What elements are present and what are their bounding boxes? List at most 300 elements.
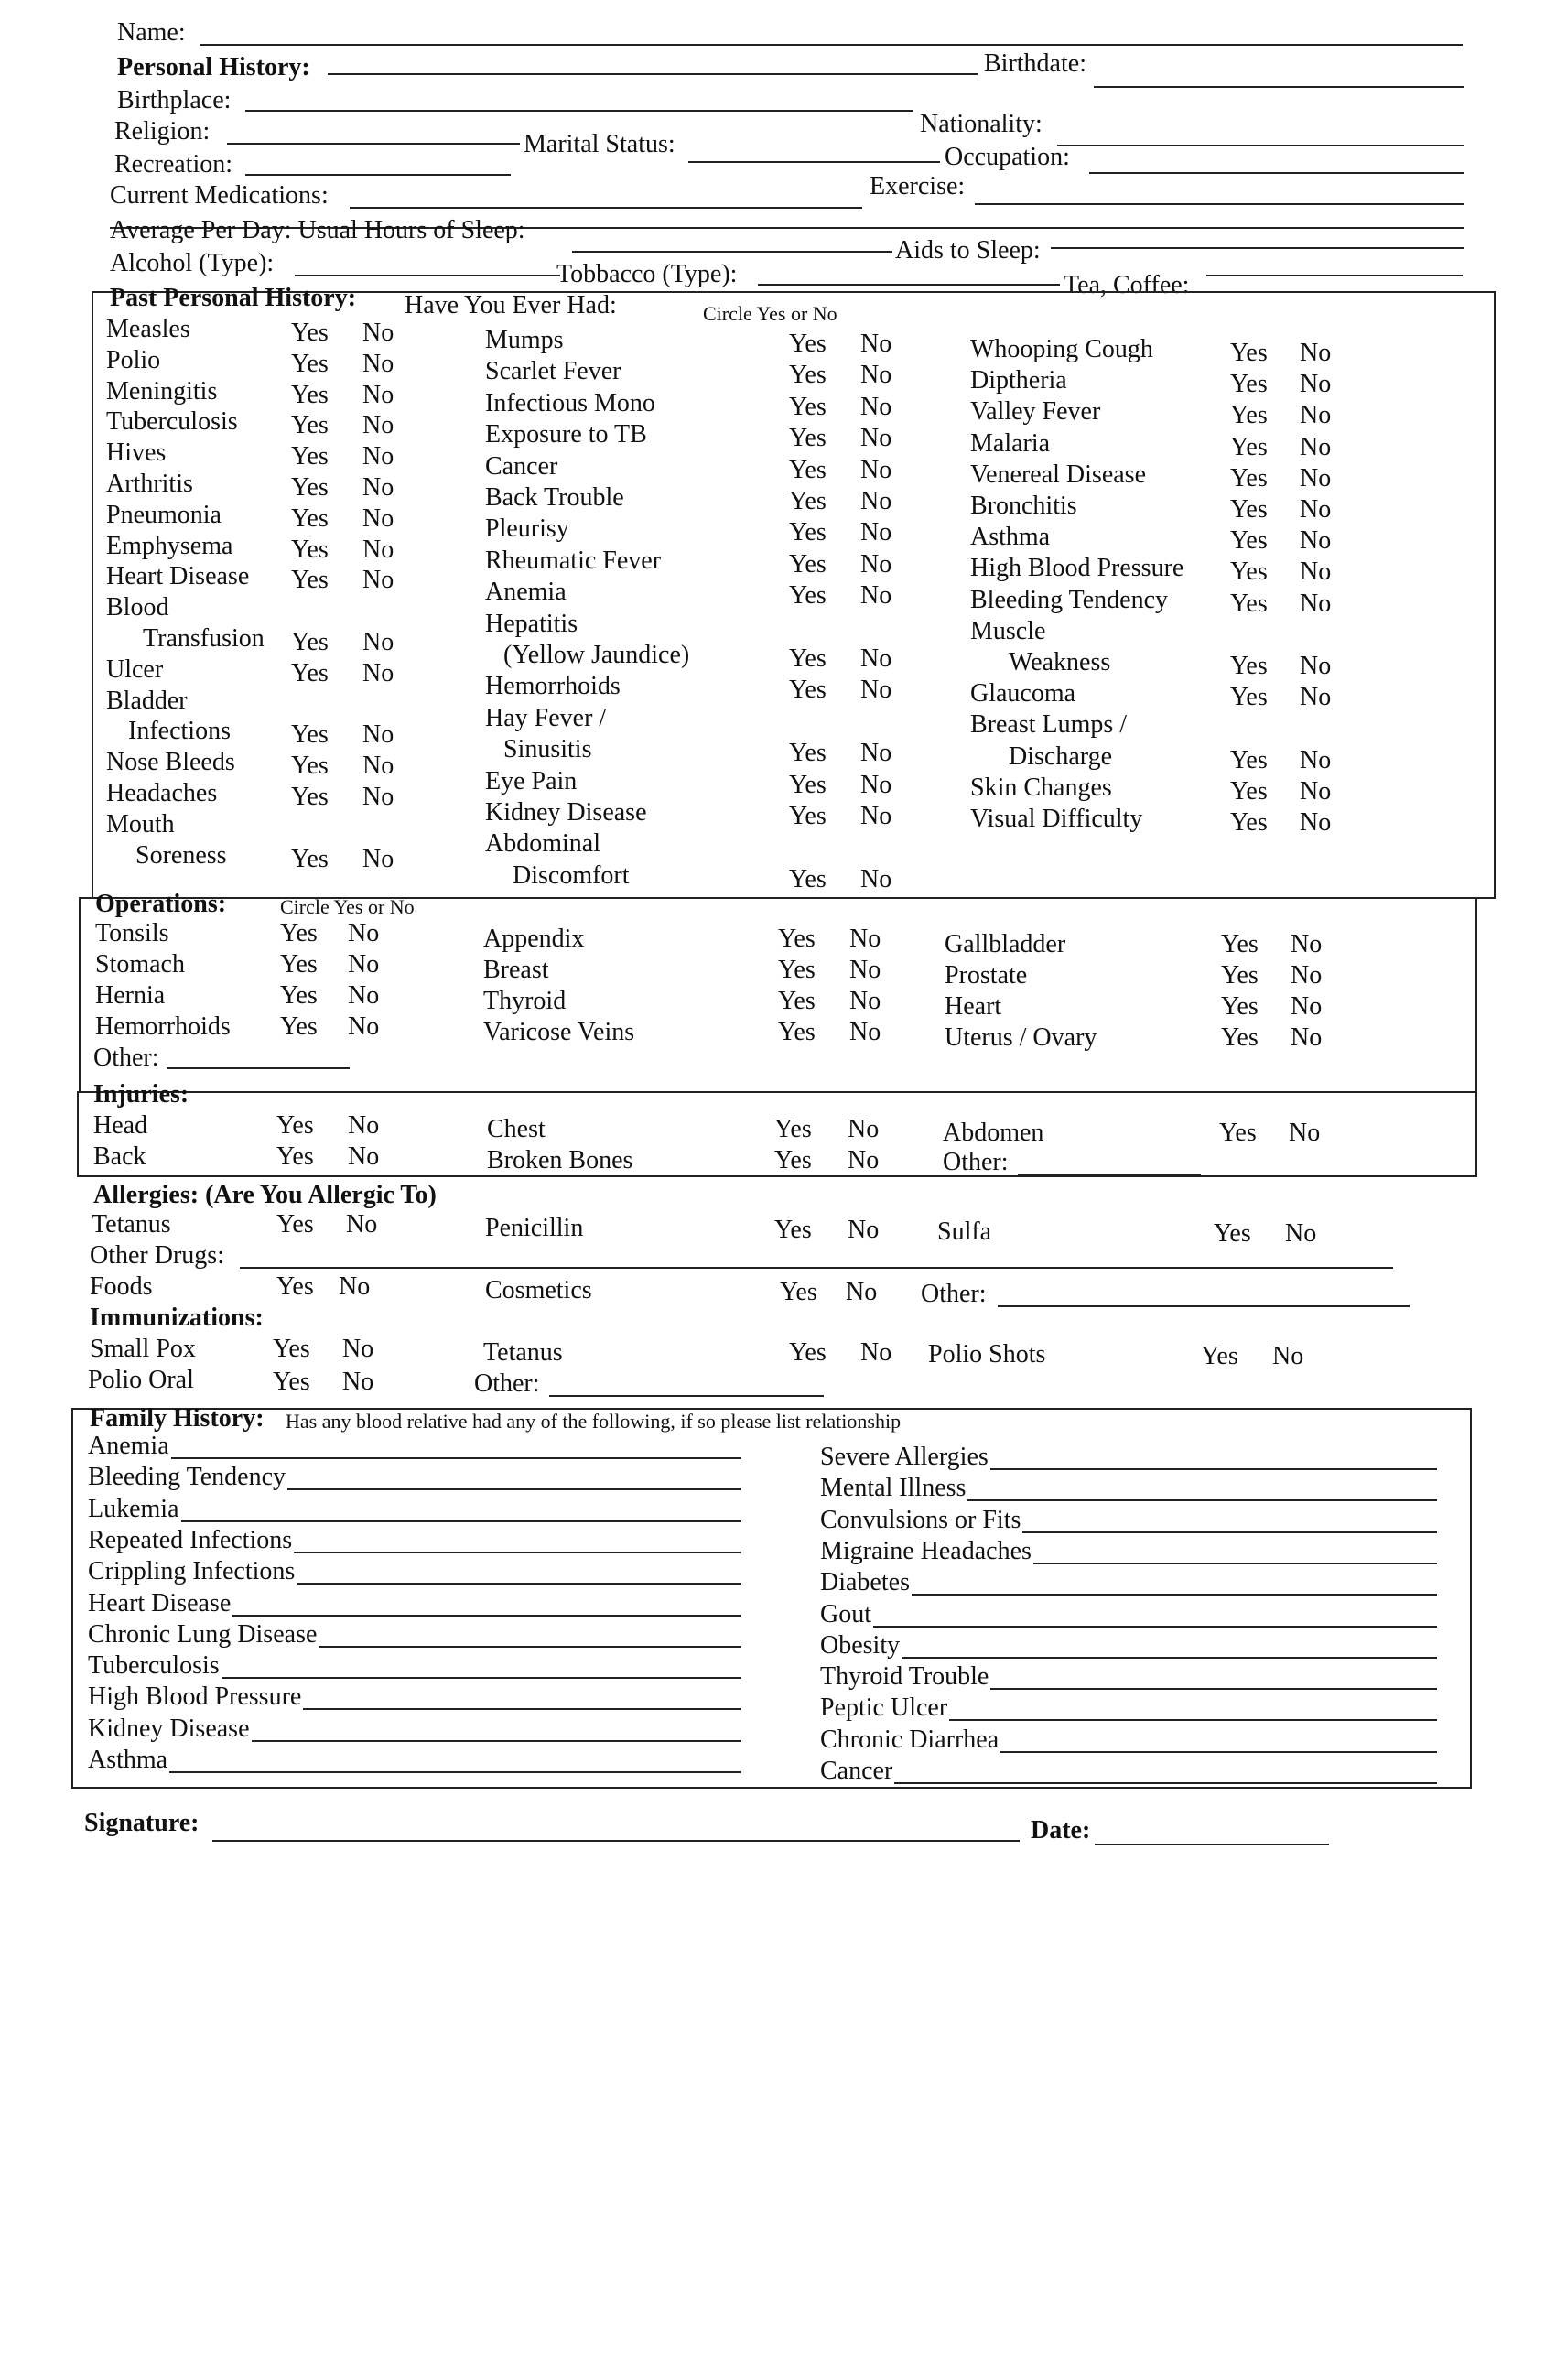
no-option[interactable]: No [348, 1142, 380, 1171]
other-drugs-field[interactable] [240, 1267, 1393, 1269]
no-option[interactable]: No [362, 752, 394, 780]
history-item-weakness: Weakness [1009, 648, 1111, 676]
yes-option[interactable]: Yes [291, 350, 329, 378]
operations-circle-instruction: Circle Yes or No [280, 895, 415, 918]
yes-option[interactable]: Yes [1230, 590, 1268, 618]
history-item-nose-bleeds: Nose Bleeds [106, 748, 235, 776]
yes-option[interactable]: Yes [291, 411, 329, 439]
no-option[interactable]: No [1272, 1342, 1304, 1370]
family-relationship-field[interactable] [169, 1771, 741, 1773]
no-option[interactable]: No [846, 1278, 878, 1306]
no-option[interactable]: No [1300, 652, 1332, 680]
yes-option[interactable]: Yes [291, 628, 329, 656]
no-option[interactable]: No [848, 1216, 880, 1244]
no-option[interactable]: No [849, 987, 881, 1015]
injuries-other-field[interactable] [1018, 1174, 1201, 1175]
yes-option[interactable]: Yes [789, 644, 827, 673]
operation-item-breast: Breast [483, 956, 549, 984]
personal-history-heading: Personal History: [117, 53, 310, 81]
yes-option[interactable]: Yes [1230, 433, 1268, 461]
no-option[interactable]: No [860, 550, 892, 579]
history-item-whooping-cough: Whooping Cough [970, 335, 1153, 363]
no-option[interactable]: No [348, 950, 380, 979]
injury-item-back: Back [93, 1142, 146, 1171]
family-item-severe-allergies: Severe Allergies [820, 1443, 989, 1471]
yes-option[interactable]: Yes [291, 752, 329, 780]
injuries-heading: Injuries: [93, 1080, 189, 1109]
operations-other-field[interactable] [167, 1067, 350, 1069]
family-item-bleeding-tendency: Bleeding Tendency [88, 1463, 286, 1491]
no-option[interactable]: No [860, 865, 892, 893]
yes-option[interactable]: Yes [780, 1278, 817, 1306]
yes-option[interactable]: Yes [291, 319, 329, 347]
no-option[interactable]: No [362, 473, 394, 502]
past-history-subheading: Have You Ever Had: [405, 291, 617, 319]
no-option[interactable]: No [1300, 433, 1332, 461]
yes-option[interactable]: Yes [273, 1335, 310, 1363]
no-option[interactable]: No [362, 720, 394, 749]
immunization-polio-shots: Polio Shots [928, 1340, 1046, 1368]
no-option[interactable]: No [362, 350, 394, 378]
signature-label: Signature: [84, 1809, 200, 1837]
yes-option[interactable]: Yes [1201, 1342, 1238, 1370]
no-option[interactable]: No [1291, 992, 1323, 1021]
family-relationship-field[interactable] [1033, 1563, 1437, 1564]
no-option[interactable]: No [1291, 1023, 1323, 1052]
no-option[interactable]: No [342, 1335, 374, 1363]
no-option[interactable]: No [849, 1018, 881, 1046]
yes-option[interactable]: Yes [291, 381, 329, 409]
no-option[interactable]: No [860, 1338, 892, 1367]
signature-field[interactable] [212, 1840, 1020, 1842]
history-item-back-trouble: Back Trouble [485, 483, 624, 512]
family-item-obesity: Obesity [820, 1631, 901, 1660]
operation-item-prostate: Prostate [945, 961, 1028, 990]
family-relationship-field[interactable] [902, 1657, 1437, 1659]
history-item-high-blood-pressure: High Blood Pressure [970, 554, 1184, 582]
no-option[interactable]: No [1300, 557, 1332, 586]
no-option[interactable]: No [860, 739, 892, 767]
family-item-chronic-diarrhea: Chronic Diarrhea [820, 1726, 1000, 1754]
family-item-crippling-infections: Crippling Infections [88, 1557, 296, 1585]
no-option[interactable]: No [362, 381, 394, 409]
family-item-diabetes: Diabetes [820, 1568, 910, 1596]
operation-item-varicose-veins: Varicose Veins [483, 1018, 635, 1046]
family-item-convulsions-or-fits: Convulsions or Fits [820, 1506, 1021, 1534]
no-option[interactable]: No [849, 925, 881, 953]
yes-option[interactable]: Yes [291, 536, 329, 564]
family-item-migraine-headaches: Migraine Headaches [820, 1537, 1032, 1565]
history-item-valley-fever: Valley Fever [970, 397, 1101, 426]
family-relationship-field[interactable] [297, 1583, 741, 1585]
yes-option[interactable]: Yes [789, 802, 827, 830]
other-drugs-label: Other Drugs: [90, 1241, 224, 1270]
history-item-mouth: Mouth [106, 810, 175, 838]
injury-item-abdomen: Abdomen [943, 1119, 1044, 1147]
injury-item-broken-bones: Broken Bones [487, 1146, 633, 1174]
yes-option[interactable]: Yes [276, 1111, 314, 1140]
yes-option[interactable]: Yes [789, 393, 827, 421]
birthdate-field[interactable] [1094, 86, 1464, 88]
current-medications-label: Current Medications: [110, 181, 329, 210]
injuries-other-label: Other: [943, 1148, 1009, 1176]
allergy-other-label: Other: [921, 1280, 987, 1308]
tobbacco-field[interactable] [758, 284, 1060, 286]
allergies-heading: Allergies: (Are You Allergic To) [93, 1181, 437, 1209]
family-relationship-field[interactable] [990, 1468, 1437, 1470]
immunization-polio-oral: Polio Oral [88, 1366, 194, 1394]
family-relationship-field[interactable] [1000, 1751, 1437, 1753]
date-label: Date: [1031, 1816, 1091, 1844]
history-item-hay-fever: Hay Fever / [485, 704, 607, 732]
history-item-sinusitis: Sinusitis [503, 735, 592, 763]
no-option[interactable]: No [860, 393, 892, 421]
no-option[interactable]: No [1300, 339, 1332, 367]
history-item-soreness: Soreness [135, 841, 227, 870]
allergy-other-field[interactable] [998, 1305, 1410, 1307]
immunization-other-label: Other: [474, 1369, 540, 1398]
religion-field[interactable] [227, 143, 520, 145]
yes-option[interactable]: Yes [789, 330, 827, 358]
yes-option[interactable]: Yes [789, 1338, 827, 1367]
yes-option[interactable]: Yes [1230, 495, 1268, 524]
aids-to-sleep-label: Aids to Sleep: [895, 236, 1041, 265]
family-relationship-field[interactable] [303, 1708, 741, 1710]
operation-item-heart: Heart [945, 992, 1002, 1021]
no-option[interactable]: No [348, 919, 380, 947]
no-option[interactable]: No [860, 456, 892, 484]
no-option[interactable]: No [346, 1210, 378, 1239]
yes-option[interactable]: Yes [291, 783, 329, 811]
no-option[interactable]: No [848, 1146, 880, 1174]
yes-option[interactable]: Yes [1230, 401, 1268, 429]
yes-option[interactable]: Yes [1230, 464, 1268, 492]
yes-option[interactable]: Yes [273, 1368, 310, 1396]
yes-option[interactable]: Yes [789, 424, 827, 452]
family-item-chronic-lung-disease: Chronic Lung Disease [88, 1620, 318, 1649]
yes-option[interactable]: Yes [280, 919, 318, 947]
no-option[interactable]: No [1300, 590, 1332, 618]
no-option[interactable]: No [362, 566, 394, 594]
history-item-yellow-jaundice: (Yellow Jaundice) [503, 641, 690, 669]
yes-option[interactable]: Yes [789, 676, 827, 704]
yes-option[interactable]: Yes [291, 504, 329, 533]
history-item-rheumatic-fever: Rheumatic Fever [485, 546, 662, 575]
history-item-measles: Measles [106, 315, 190, 343]
history-item-infectious-mono: Infectious Mono [485, 389, 655, 417]
yes-option[interactable]: Yes [1230, 777, 1268, 806]
no-option[interactable]: No [860, 802, 892, 830]
history-item-scarlet-fever: Scarlet Fever [485, 357, 621, 385]
yes-option[interactable]: Yes [778, 956, 816, 984]
yes-option[interactable]: Yes [789, 865, 827, 893]
history-item-bladder: Bladder [106, 687, 188, 715]
operations-other-label: Other: [93, 1044, 159, 1072]
no-option[interactable]: No [1300, 370, 1332, 398]
operation-item-hemorrhoids: Hemorrhoids [95, 1012, 231, 1041]
no-option[interactable]: No [362, 783, 394, 811]
no-option[interactable]: No [362, 845, 394, 873]
no-option[interactable]: No [362, 659, 394, 687]
immunization-small-pox: Small Pox [90, 1335, 196, 1363]
history-item-eye-pain: Eye Pain [485, 767, 578, 795]
occupation-field[interactable] [1089, 172, 1464, 174]
yes-option[interactable]: Yes [291, 442, 329, 471]
no-option[interactable]: No [362, 442, 394, 471]
history-item-visual-difficulty: Visual Difficulty [970, 805, 1143, 833]
date-field[interactable] [1095, 1844, 1329, 1845]
family-item-gout: Gout [820, 1600, 871, 1628]
history-item-muscle: Muscle [970, 617, 1046, 645]
no-option[interactable]: No [348, 981, 380, 1010]
marital-status-field[interactable] [688, 161, 940, 163]
family-relationship-field[interactable] [894, 1782, 1437, 1784]
history-item-arthritis: Arthritis [106, 470, 193, 498]
operation-item-tonsils: Tonsils [95, 919, 169, 947]
yes-option[interactable]: Yes [1230, 526, 1268, 555]
marital-status-label: Marital Status: [524, 130, 675, 158]
family-relationship-field[interactable] [873, 1626, 1437, 1628]
allergy-penicillin: Penicillin [485, 1214, 584, 1242]
history-item-diptheria: Diptheria [970, 366, 1067, 395]
yes-option[interactable]: Yes [778, 1018, 816, 1046]
no-option[interactable]: No [348, 1012, 380, 1041]
allergy-foods: Foods [90, 1272, 153, 1301]
yes-option[interactable]: Yes [1230, 746, 1268, 774]
no-option[interactable]: No [1300, 808, 1332, 837]
yes-option[interactable]: Yes [789, 581, 827, 610]
yes-option[interactable]: Yes [1221, 930, 1259, 958]
personal-history-line [328, 73, 978, 75]
family-item-mental-illness: Mental Illness [820, 1474, 967, 1502]
family-relationship-field[interactable] [949, 1719, 1437, 1721]
no-option[interactable]: No [849, 956, 881, 984]
yes-option[interactable]: Yes [1230, 557, 1268, 586]
history-item-heart-disease: Heart Disease [106, 562, 250, 590]
history-item-malaria: Malaria [970, 429, 1051, 458]
no-option[interactable]: No [860, 771, 892, 799]
no-option[interactable]: No [1300, 464, 1332, 492]
operation-item-stomach: Stomach [95, 950, 185, 979]
yes-option[interactable]: Yes [1219, 1119, 1257, 1147]
no-option[interactable]: No [860, 518, 892, 546]
no-option[interactable]: No [1291, 961, 1323, 990]
no-option[interactable]: No [860, 644, 892, 673]
no-option[interactable]: No [362, 504, 394, 533]
religion-label: Religion: [114, 117, 211, 146]
history-item-hives: Hives [106, 438, 167, 467]
family-history-instruction: Has any blood relative had any of the following, if so please list relationship [286, 1410, 902, 1433]
history-item-emphysema: Emphysema [106, 532, 233, 560]
yes-option[interactable]: Yes [789, 771, 827, 799]
yes-option[interactable]: Yes [789, 361, 827, 389]
yes-option[interactable]: Yes [291, 566, 329, 594]
yes-option[interactable]: Yes [778, 925, 816, 953]
history-item-asthma: Asthma [970, 523, 1051, 551]
occupation-label: Occupation: [945, 143, 1070, 171]
no-option[interactable]: No [860, 676, 892, 704]
injury-item-head: Head [93, 1111, 148, 1140]
yes-option[interactable]: Yes [789, 456, 827, 484]
yes-option[interactable]: Yes [778, 987, 816, 1015]
family-relationship-field[interactable] [287, 1488, 741, 1490]
history-item-infections: Infections [128, 717, 231, 745]
history-item-mumps: Mumps [485, 326, 564, 354]
family-item-thyroid-trouble: Thyroid Trouble [820, 1662, 989, 1691]
family-relationship-field[interactable] [181, 1520, 741, 1522]
yes-option[interactable]: Yes [291, 720, 329, 749]
yes-option[interactable]: Yes [280, 950, 318, 979]
family-item-heart-disease: Heart Disease [88, 1589, 232, 1617]
current-medications-field[interactable] [350, 207, 862, 209]
yes-option[interactable]: Yes [280, 1012, 318, 1041]
family-relationship-field[interactable] [171, 1457, 741, 1459]
exercise-field[interactable] [975, 203, 1464, 205]
family-relationship-field[interactable] [232, 1615, 741, 1617]
no-option[interactable]: No [1300, 683, 1332, 711]
family-item-anemia: Anemia [88, 1432, 169, 1460]
yes-option[interactable]: Yes [276, 1210, 314, 1239]
no-option[interactable]: No [860, 581, 892, 610]
history-item-discharge: Discharge [1009, 742, 1112, 771]
family-relationship-field[interactable] [990, 1688, 1437, 1690]
operation-item-uterus-ovary: Uterus / Ovary [945, 1023, 1097, 1052]
history-item-discomfort: Discomfort [513, 861, 630, 890]
yes-option[interactable]: Yes [789, 518, 827, 546]
no-option[interactable]: No [1289, 1119, 1321, 1147]
yes-option[interactable]: Yes [1221, 1023, 1259, 1052]
immunizations-heading: Immunizations: [90, 1304, 264, 1332]
alcohol-label: Alcohol (Type): [110, 249, 275, 277]
operation-item-thyroid: Thyroid [483, 987, 567, 1015]
family-item-lukemia: Lukemia [88, 1495, 179, 1523]
birthplace-field[interactable] [245, 110, 913, 112]
no-option[interactable]: No [860, 487, 892, 515]
sleep-hours-field[interactable] [572, 251, 892, 253]
no-option[interactable]: No [339, 1272, 371, 1301]
aids-to-sleep-field[interactable] [1051, 247, 1464, 249]
recreation-label: Recreation: [114, 150, 233, 178]
history-item-venereal-disease: Venereal Disease [970, 460, 1147, 489]
yes-option[interactable]: Yes [291, 473, 329, 502]
no-option[interactable]: No [860, 361, 892, 389]
history-item-polio: Polio [106, 346, 161, 374]
name-field[interactable] [200, 44, 1463, 46]
history-item-kidney-disease: Kidney Disease [485, 798, 647, 827]
alcohol-field[interactable] [295, 275, 560, 276]
history-item-cancer: Cancer [485, 452, 558, 481]
yes-option[interactable]: Yes [1230, 370, 1268, 398]
history-item-abdominal: Abdominal [485, 829, 600, 858]
family-relationship-field[interactable] [222, 1677, 741, 1679]
family-item-kidney-disease: Kidney Disease [88, 1715, 250, 1743]
no-option[interactable]: No [1300, 526, 1332, 555]
yes-option[interactable]: Yes [1230, 683, 1268, 711]
operation-item-gallbladder: Gallbladder [945, 930, 1066, 958]
yes-option[interactable]: Yes [789, 739, 827, 767]
allergy-cosmetics: Cosmetics [485, 1276, 592, 1304]
yes-option[interactable]: Yes [291, 845, 329, 873]
nationality-field[interactable] [1057, 145, 1464, 146]
family-relationship-field[interactable] [1022, 1531, 1437, 1533]
history-item-glaucoma: Glaucoma [970, 679, 1076, 708]
yes-option[interactable]: Yes [1214, 1219, 1251, 1248]
yes-option[interactable]: Yes [1230, 652, 1268, 680]
no-option[interactable]: No [860, 330, 892, 358]
birthdate-label: Birthdate: [984, 49, 1086, 78]
no-option[interactable]: No [848, 1115, 880, 1143]
history-item-bleeding-tendency: Bleeding Tendency [970, 586, 1169, 614]
history-item-hemorrhoids: Hemorrhoids [485, 672, 621, 700]
yes-option[interactable]: Yes [774, 1216, 812, 1244]
history-item-anemia: Anemia [485, 578, 567, 606]
no-option[interactable]: No [1285, 1219, 1317, 1248]
no-option[interactable]: No [1300, 777, 1332, 806]
injury-item-chest: Chest [487, 1115, 546, 1143]
no-option[interactable]: No [1300, 746, 1332, 774]
yes-option[interactable]: Yes [1230, 808, 1268, 837]
history-item-transfusion: Transfusion [143, 624, 265, 653]
no-option[interactable]: No [362, 411, 394, 439]
family-relationship-field[interactable] [912, 1594, 1437, 1596]
no-option[interactable]: No [1291, 930, 1323, 958]
family-relationship-field[interactable] [294, 1552, 741, 1553]
yes-option[interactable]: Yes [280, 981, 318, 1010]
yes-option[interactable]: Yes [291, 659, 329, 687]
yes-option[interactable]: Yes [774, 1146, 812, 1174]
history-item-breast-lumps: Breast Lumps / [970, 710, 1128, 739]
yes-option[interactable]: Yes [276, 1142, 314, 1171]
family-relationship-field[interactable] [252, 1740, 741, 1742]
yes-option[interactable]: Yes [1221, 992, 1259, 1021]
no-option[interactable]: No [348, 1111, 380, 1140]
family-item-tuberculosis: Tuberculosis [88, 1651, 220, 1680]
no-option[interactable]: No [342, 1368, 374, 1396]
yes-option[interactable]: Yes [789, 487, 827, 515]
no-option[interactable]: No [362, 536, 394, 564]
history-item-headaches: Headaches [106, 779, 218, 807]
yes-option[interactable]: Yes [1221, 961, 1259, 990]
family-item-asthma: Asthma [88, 1746, 168, 1774]
no-option[interactable]: No [362, 319, 394, 347]
tea-coffee-label: Tea, Coffee: [1064, 271, 1190, 299]
history-item-hepatitis: Hepatitis [485, 610, 578, 638]
family-item-peptic-ulcer: Peptic Ulcer [820, 1693, 948, 1722]
name-label: Name: [117, 18, 186, 47]
recreation-field[interactable] [245, 174, 511, 176]
no-option[interactable]: No [362, 628, 394, 656]
yes-option[interactable]: Yes [1230, 339, 1268, 367]
yes-option[interactable]: Yes [774, 1115, 812, 1143]
operations-heading: Operations: [95, 890, 227, 918]
family-relationship-field[interactable] [319, 1646, 741, 1648]
yes-option[interactable]: Yes [276, 1272, 314, 1301]
no-option[interactable]: No [1300, 401, 1332, 429]
history-item-exposure-to-tb: Exposure to TB [485, 420, 647, 449]
family-relationship-field[interactable] [967, 1499, 1437, 1501]
history-item-bronchitis: Bronchitis [970, 492, 1077, 520]
no-option[interactable]: No [860, 424, 892, 452]
nationality-label: Nationality: [920, 110, 1043, 138]
no-option[interactable]: No [1300, 495, 1332, 524]
history-item-pneumonia: Pneumonia [106, 501, 222, 529]
tea-coffee-field[interactable] [1206, 275, 1463, 276]
past-history-heading: Past Personal History: [110, 284, 357, 312]
immunization-other-field[interactable] [549, 1395, 824, 1397]
circle-instruction: Circle Yes or No [703, 302, 837, 325]
tobbacco-label: Tobbacco (Type): [556, 260, 738, 288]
yes-option[interactable]: Yes [789, 550, 827, 579]
